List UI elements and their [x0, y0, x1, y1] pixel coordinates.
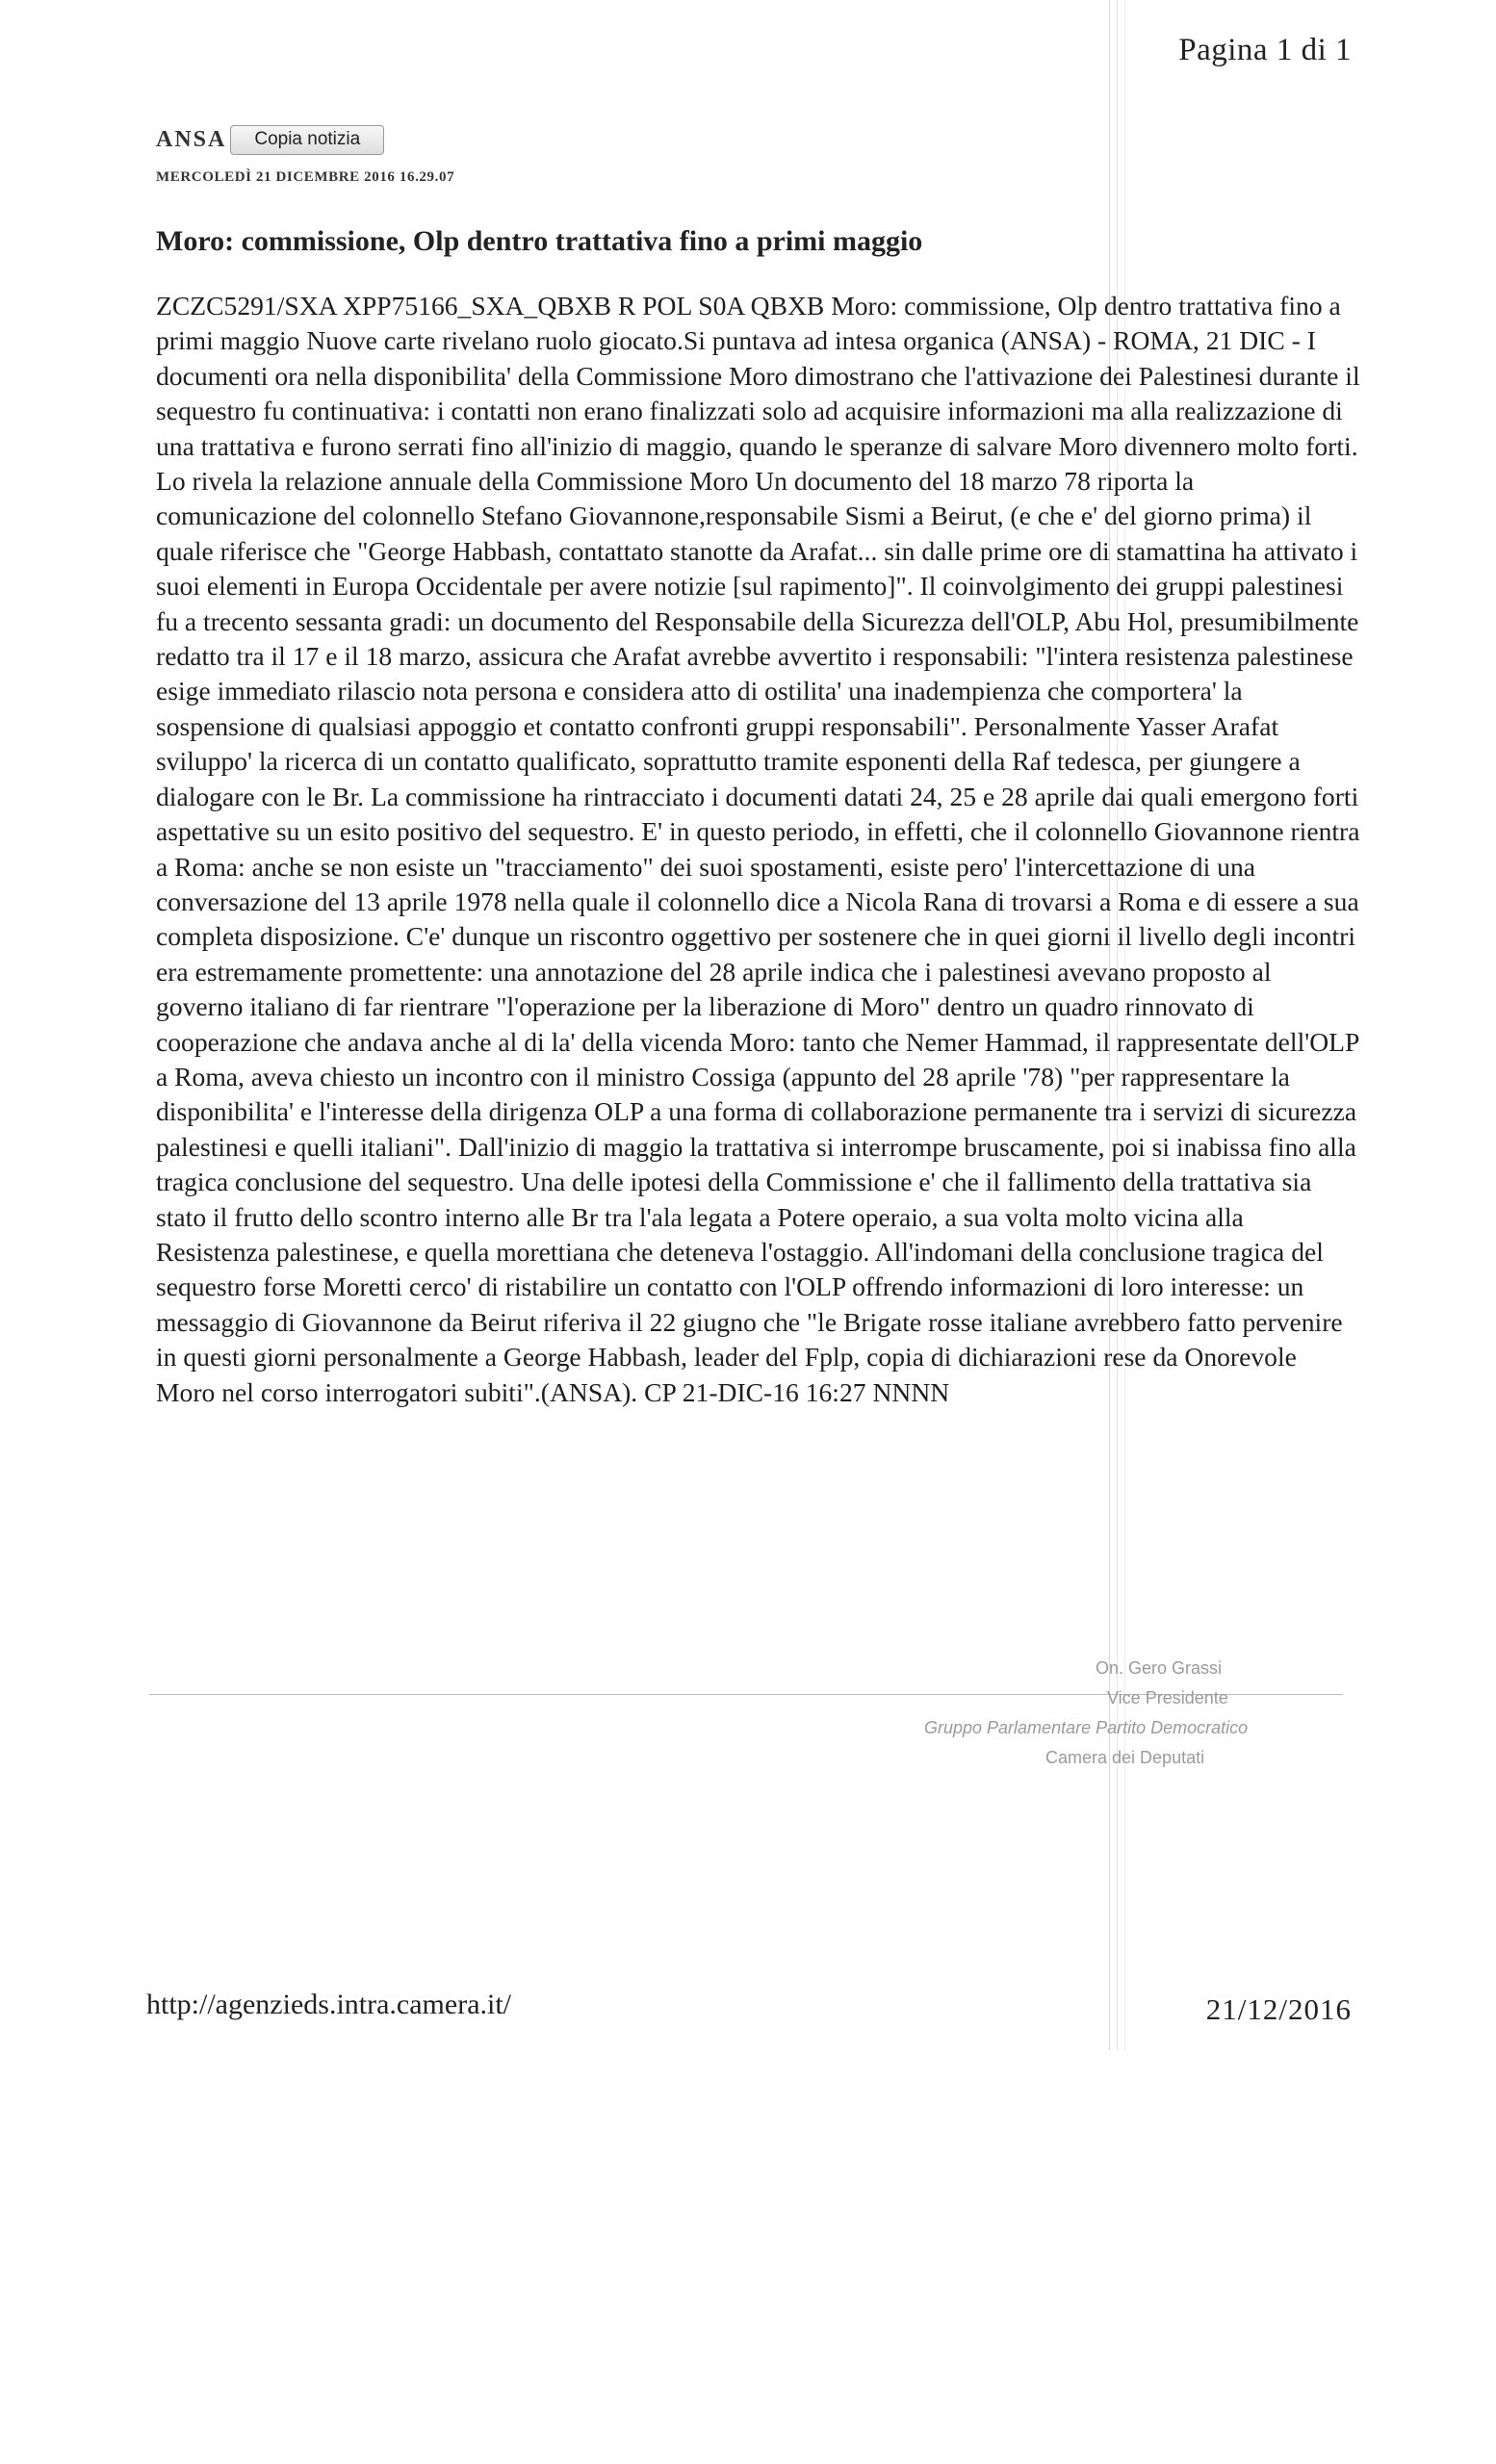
stamp-group: Gruppo Parlamentare Partito Democratico — [924, 1718, 1249, 1737]
stamp-name: On. Gero Grassi — [1096, 1658, 1223, 1678]
footer-url: http://agenzieds.intra.camera.it/ — [146, 1989, 512, 2020]
signature-stamp — [924, 1654, 1386, 1773]
footer-date: 21/12/2016 — [1205, 1992, 1352, 2026]
news-body: ZCZC5291/SXA XPP75166_SXA_QBXB R POL S0A QBXB Moro: commissione, Olp dentro trattativa fino a primi maggio Nuove carte rivelano ruolo giocato.Si puntava ad intesa organica (ANSA) - ROMA, 21 DIC - I documenti ora nella disponibilita' della Commissione Moro dimostrano che l'attivazione dei Palestinesi durante il sequestro fu continuativa: i contatti non erano finalizzati solo ad acquisire informazioni ma alla realizzazione di una trattativa e furono serrati fino all'inizio di maggio, quando le speranze di salvare Moro divennero molto forti. Lo rivela la relazione annuale della Commissione Moro Un documento del 18 marzo 78 riporta la comunicazione del colonnello Stefano Giovannone,responsabile Sismi a Beirut, (e che e' del giorno prima) il quale riferisce che "George Habbash, contattato stanotte da Arafat... sin dalle prime ore di stamattina ha attivato i suoi elementi in Europa Occidentale per avere notizie [sul rapimento]". Il coinvolgimento dei gruppi palestinesi fu a trecento sessanta gradi: un documento del Responsabile della Sicurezza dell'OLP, Abu Hol, presumibilmente redatto tra il 17 e il 18 marzo, assicura che Arafat avrebbe avvertito i responsabili: "l'intera resistenza palestinese esige immediato rilascio nota persona e considera atto di ostilita' una inadempienza che comportera' la sospensione di qualsiasi appoggio et contatto confronti gruppi responsabili". Personalmente Yasser Arafat sviluppo' la ricerca di un contatto qualificato, soprattutto tramite esponenti della Raf tedesca, per giungere a dialogare con le Br. La commissione ha rintracciato i documenti datati 24, 25 e 28 aprile dai quali emergono forti aspettative su un esito positivo del sequestro. E' in questo periodo, in effetti, che il colonnello Giovannone rientra a Roma: anche se non esiste un "tracciamento" dei suoi spostamenti, esiste pero' l'intercettazione di una conversazione del 13 aprile 1978 nella quale il colonnello dice a Nicola Rana di trovarsi a Roma e di essere a sua completa disposizione. C'e' dunque un riscontro oggettivo per sostenere che in quei giorni il livello degli incontri era estremamente promettente: una annotazione del 28 aprile indica che i palestinesi avevano proposto al governo italiano di far rientrare "l'operazione per la liberazione di Moro" dentro un quadro rinnovato di cooperazione che andava anche al di la' della vicenda Moro: tanto che Nemer Hammad, il rappresentate dell'OLP a Roma, aveva chiesto un incontro con il ministro Cossiga (appunto del 28 aprile '78) "per rappresentare la disponibilita' e l'interesse della dirigenza OLP a una forma di collaborazione permanente tra i servizi di sicurezza palestinesi e quelli italiani". Dall'inizio di maggio la trattativa si interrompe bruscamente, poi si inabissa fino alla tragica conclusione del sequestro. Una delle ipotesi della Commissione e' che il fallimento della trattativa sia stato il frutto dello scontro interno alle Br tra l'ala legata a Potere operaio, a sua volta molto vicina alla Resistenza palestinese, e quella morettiana che deteneva l'ostaggio. All'indomani della conclusione tragica del sequestro forse Moretti cerco' di ristabilire un contatto con l'OLP offrendo informazioni di loro interesse: un messaggio di Giovannone da Beirut riferiva il 22 giugno che "le Brigate rosse italiane avrebbero fatto pervenire in questi giorni personalmente a George Habbash, leader del Fplp, copia di dichiarazioni rese da Onorevole Moro nel corso interrogatori subiti".(ANSA). CP 21-DIC-16 16:27 NNNN — [156, 291, 1360, 1407]
stamp-chamber: Camera dei Deputati — [1045, 1748, 1205, 1767]
agency-header — [156, 125, 384, 155]
stamp-role: Vice Presidente — [1107, 1688, 1228, 1707]
page-number: Pagina 1 di 1 — [1178, 33, 1352, 67]
copy-news-button[interactable]: Copia notizia — [230, 125, 384, 155]
news-datetime: MERCOLEDÌ 21 DICEMBRE 2016 16.29.07 — [156, 169, 455, 185]
news-title: Moro: commissione, Olp dentro trattativa fino a primi maggio — [156, 225, 923, 257]
agency-logo: ANSA — [156, 127, 227, 152]
